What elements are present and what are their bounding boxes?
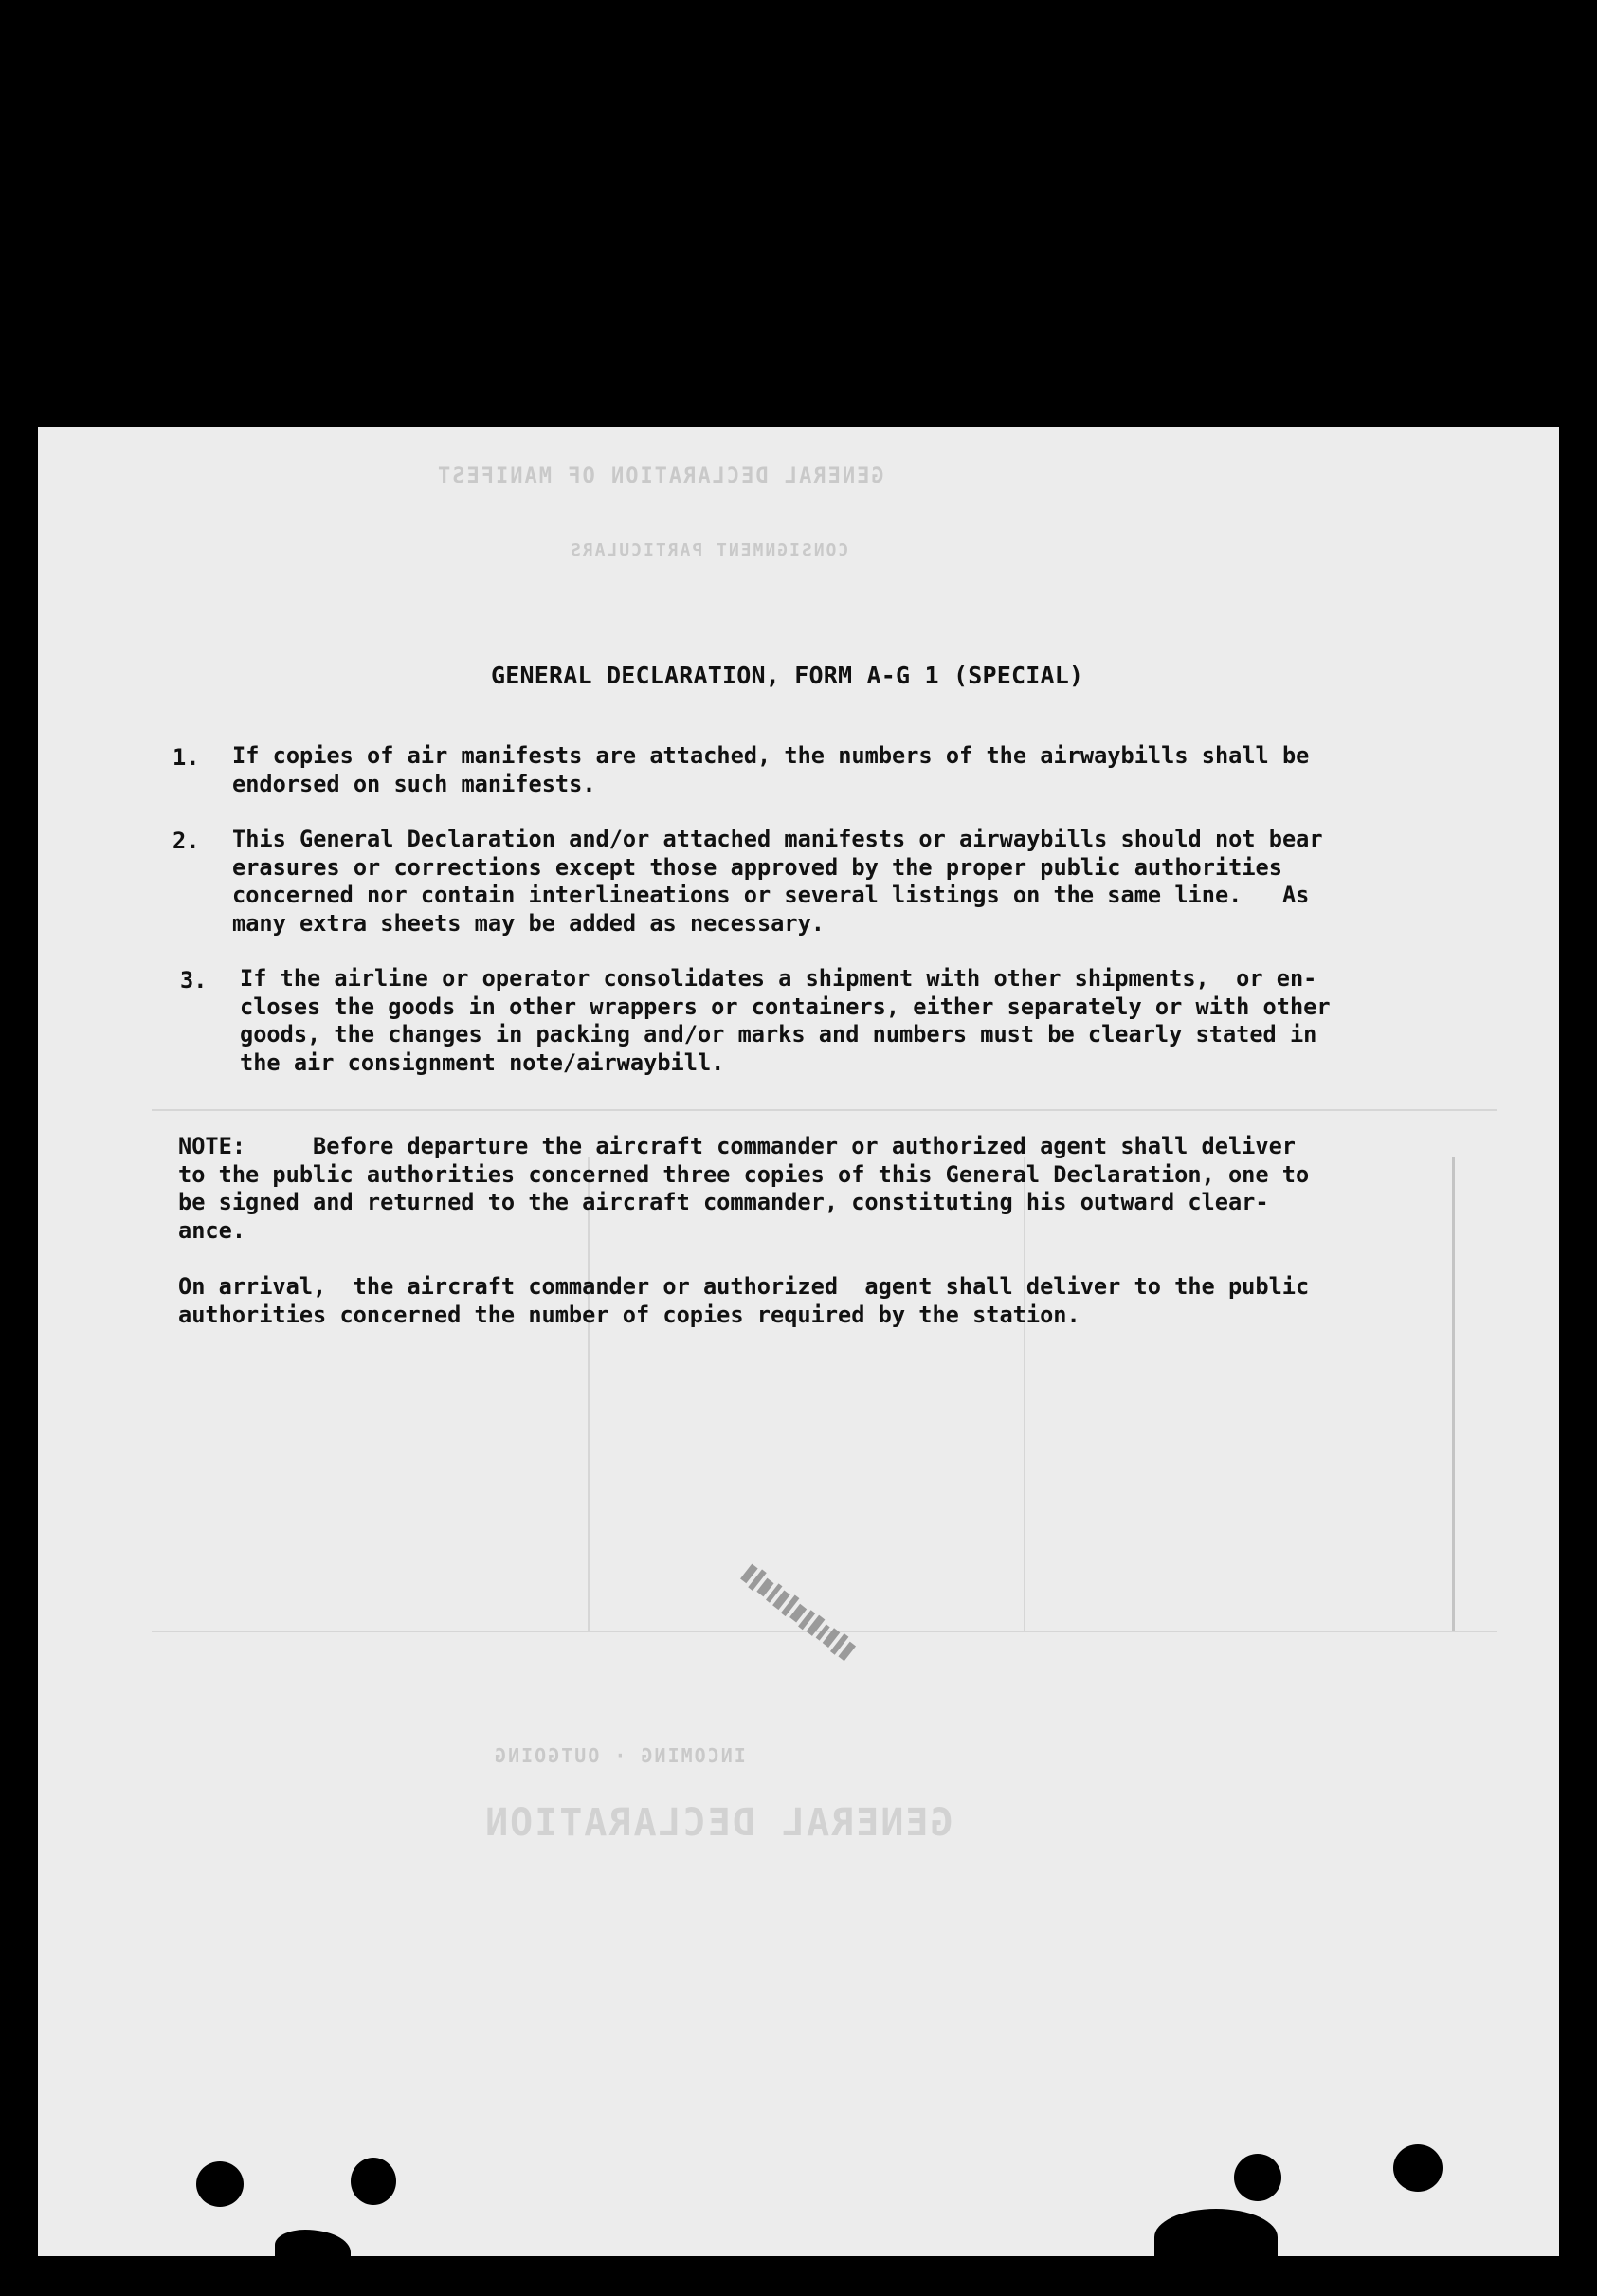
bleed-through-mark: INCOMING · OUTGOING — [493, 1744, 746, 1767]
item-text: If copies of air manifests are attached, the numbers of the airwaybills shall be endorsed on such manifests. — [232, 742, 1310, 797]
tear-mark — [275, 2230, 351, 2256]
item-text: This General Declaration and/or attached manifests or airwaybills should not bear erasures or corrections except those approved by the proper public authorities concerned nor contain interlineations or several listings on the same line. As many extra sheets may be added as necessary. — [232, 826, 1323, 937]
item-number: 1. — [172, 744, 200, 771]
bleed-through-rule — [152, 1109, 1497, 1111]
punch-hole — [1234, 2154, 1281, 2201]
item-text: If the airline or operator consolidates a shipment with other shipments, or en- closes the goods in other wrappers or containers, either separately or with other goods, the changes in packing and/or marks and numbers must be clearly stated in the air consignment note/airwaybill. — [240, 965, 1331, 1076]
stamp-mark — [735, 1558, 874, 1677]
bleed-through-rule — [1452, 1157, 1455, 1631]
punch-hole — [196, 2161, 244, 2207]
tear-mark — [1154, 2209, 1278, 2256]
document-page — [38, 427, 1559, 2256]
document-title: GENERAL DECLARATION, FORM A-G 1 (SPECIAL) — [491, 662, 1084, 689]
item-number: 2. — [172, 828, 200, 854]
punch-hole — [1393, 2144, 1443, 2192]
arrival-paragraph: On arrival, the aircraft commander or authorized agent shall deliver to the public authorities concerned the number of copies required by the station. — [178, 1273, 1310, 1328]
bleed-through-mark: CONSIGNMENT PARTICULARS — [569, 540, 849, 560]
bleed-through-mark: GENERAL DECLARATION — [483, 1801, 953, 1845]
note-paragraph: NOTE: Before departure the aircraft commander or authorized agent shall deliver to the public authorities concerned three copies of this General Declaration, one to be signed and returned to the aircraft commander, constituting his outward clear- ance. — [178, 1133, 1310, 1244]
punch-hole — [351, 2158, 396, 2205]
item-number: 3. — [180, 967, 208, 993]
bleed-through-mark: GENERAL DECLARATION OF MANIFEST — [436, 465, 884, 488]
